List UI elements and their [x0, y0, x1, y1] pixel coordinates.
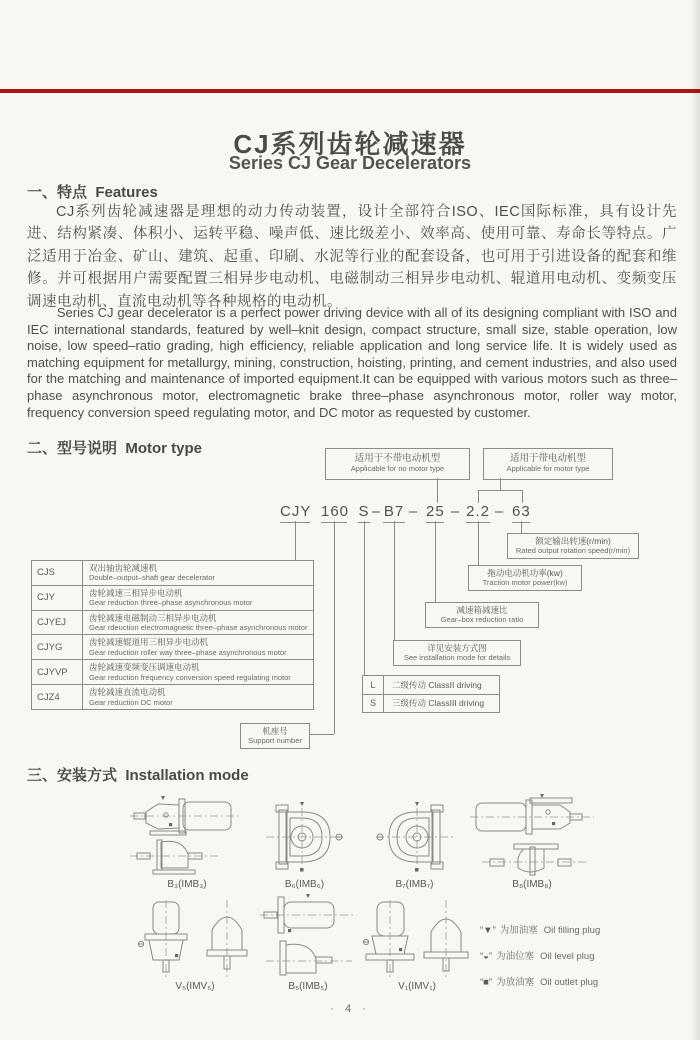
oil-level-symbol: “◒”	[480, 951, 493, 962]
model-separator: –	[371, 503, 381, 520]
oil-level-en: Oil level plug	[540, 951, 595, 962]
figure-label-b5: B₅(IMB₅)	[288, 981, 328, 992]
series-desc-en: Gear reduction roller way three–phase asynchronous motor	[89, 647, 287, 657]
connector-line	[394, 521, 395, 640]
figure-label-b6: B₆(IMB₆)	[284, 879, 325, 890]
callout-motor-type	[483, 448, 613, 480]
installation-figure-v5	[135, 898, 255, 980]
series-code-table	[31, 560, 314, 710]
series-desc-cn: 齿轮减速三相异步电动机	[89, 587, 183, 598]
callout-installation-en: See installation mode for details	[403, 652, 511, 662]
series-code: CJYEJ	[32, 611, 83, 635]
connector-line	[334, 521, 335, 734]
callout-motor-cn: 适用于带电动机型	[509, 453, 586, 465]
page-number: · 4 ·	[330, 1003, 370, 1015]
table-row	[32, 660, 313, 685]
features-heading: 一、特点 Features	[27, 184, 158, 201]
figure-label-v5: V₅(IMV₅)	[175, 981, 215, 992]
callout-no-motor-type	[325, 448, 470, 480]
installation-figure-b5	[258, 893, 358, 983]
connector-line	[364, 521, 365, 675]
legend-item-oil-outlet	[480, 974, 680, 988]
oil-filling-symbol: “▼”	[480, 925, 496, 936]
callout-motor-power-cn: 拖动电动机功率(kw)	[487, 567, 563, 578]
legend-item-oil-level	[480, 948, 680, 962]
series-desc-en: Gear reduction three–phase asynchronous motor	[89, 598, 253, 608]
connector-line	[478, 521, 479, 565]
callout-installation-cn: 详见安装方式图	[427, 642, 487, 653]
table-row	[32, 685, 313, 709]
figure-label-b7: B₇(IMB₇)	[395, 879, 434, 890]
figure-label-v1: V₁(IMV₁)	[398, 981, 436, 992]
driving-label: 三级传动 ClassIII driving	[392, 698, 485, 709]
connector-line	[522, 490, 523, 503]
series-code: CJY	[32, 586, 83, 610]
oil-level-cn: 为油位塞	[496, 951, 535, 962]
page-title-en: Series CJ Gear Decelerators	[228, 153, 472, 173]
callout-motor-power-en: Traction motor power(kw)	[482, 577, 568, 587]
installation-figure-b8	[468, 792, 596, 882]
series-code: CJYG	[32, 635, 83, 659]
callout-motor-power	[468, 565, 582, 591]
model-token-ratio: 25	[426, 503, 444, 523]
callout-support-number	[240, 723, 310, 749]
driving-label: 二级传动 ClassII driving	[392, 679, 482, 690]
connector-line	[478, 490, 479, 503]
connector-line	[500, 478, 501, 490]
model-separator: –	[408, 503, 418, 520]
callout-reduction-ratio-en: Gear–box reduction ratio	[440, 614, 524, 624]
model-token-speed: 63	[512, 503, 530, 523]
connector-line	[295, 521, 296, 560]
driving-code: S	[363, 695, 384, 713]
motor-type-heading: 二、型号说明 Motor type	[27, 440, 202, 457]
driving-code: L	[363, 676, 384, 694]
connector-line	[478, 490, 523, 491]
series-code: CJZ4	[32, 685, 83, 709]
callout-no-motor-en: Applicable for no motor type	[350, 464, 445, 474]
series-code: CJS	[32, 561, 83, 585]
callout-reduction-ratio-cn: 减速箱减速比	[456, 604, 508, 615]
model-separator: –	[450, 503, 460, 520]
model-token-driving: S	[358, 503, 370, 523]
table-row	[32, 611, 313, 636]
series-desc-en: Gear reduction frequency conversion speed regulating motor	[89, 672, 291, 682]
series-desc-en: Double–output–shaft gear decelerator	[89, 573, 215, 583]
oil-filling-cn: 为加油塞	[499, 925, 538, 936]
legend-item-oil-filling	[480, 922, 680, 936]
top-red-rule	[0, 89, 700, 93]
connector-line	[437, 478, 438, 503]
figure-label-b8: B₈(IMB₈)	[512, 879, 552, 890]
table-row	[32, 635, 313, 660]
series-desc-cn: 齿轮减速辊道用三相异步电动机	[89, 637, 209, 648]
driving-class-table	[362, 675, 500, 713]
callout-installation-mode	[393, 640, 521, 666]
installation-figure-v1	[362, 898, 472, 980]
callout-no-motor-cn: 适用于不带电动机型	[354, 453, 441, 465]
connector-line	[435, 521, 436, 602]
figure-label-b3: B₃(IMB₃)	[167, 879, 207, 890]
installation-figure-b3	[128, 794, 246, 878]
model-token-series: CJY	[280, 503, 310, 523]
oil-outlet-en: Oil outlet plug	[540, 977, 599, 988]
callout-rated-speed-en: Rated output rotation speed(r/min)	[515, 545, 631, 555]
installation-figure-b6	[262, 800, 347, 875]
features-paragraph-cn: CJ系列齿轮减速器是理想的动力传动装置，设计全部符合ISO、IEC国际标准，具有设计先进、结构紧凑、体积小、运转平稳、噪声低、速比级差小、效率高、使用可靠、寿命长等特点。广泛适用于冶金、矿山、建筑、起重、印刷、水泥等行业的配套设备，也可用于引进设备的配套和维修。并可根据用户需要配置三相异步电动机、电磁制动三相异步电动机、辊道用电动机、变频变压调速电动机、直流电动机等各种规格的电动机。	[27, 204, 677, 310]
oil-plug-legend	[480, 922, 680, 1000]
series-desc-cn: 齿轮减速变频变压调速电动机	[89, 662, 200, 673]
oil-filling-en: Oil filling plug	[543, 925, 601, 936]
series-code: CJYVP	[32, 660, 83, 684]
model-separator: –	[494, 503, 504, 520]
model-token-mode: B7	[383, 503, 405, 523]
connector-line	[308, 734, 334, 735]
table-row	[32, 561, 313, 586]
installation-figure-b7	[372, 800, 457, 875]
series-desc-cn: 齿轮减速直流电动机	[89, 687, 166, 698]
callout-rated-speed	[507, 533, 639, 559]
series-desc-en: Gear rdeuction electromagnetic three–phase asynchronous motor	[89, 623, 308, 633]
table-row	[32, 586, 313, 611]
callout-support-number-en: Support number	[248, 735, 302, 745]
connector-line	[521, 521, 522, 533]
table-row	[363, 676, 499, 695]
callout-motor-en: Applicable for motor type	[506, 464, 590, 474]
page-title-cn: CJ系列齿轮减速器	[233, 129, 467, 159]
model-token-power: 2.2	[466, 503, 490, 523]
oil-outlet-symbol: “■”	[480, 977, 493, 988]
series-desc-cn: 齿轮减速电磁制动三相异步电动机	[89, 612, 217, 623]
callout-reduction-ratio	[425, 602, 539, 628]
callout-rated-speed-cn: 额定输出转速(r/min)	[535, 535, 611, 546]
callout-support-number-cn: 机座号	[262, 725, 288, 736]
table-row	[363, 695, 499, 713]
oil-outlet-cn: 为放油塞	[496, 977, 535, 988]
features-paragraph-en: Series CJ gear decelerator is a perfect power driving device with all of its designing compliant with ISO and IEC international standards, featured by well–knit design, compact structure, small size, stable operation, low noise, low speed–ratio grading, high efficiency, reliable application and long service life. It is widely used as matching equipment for metallurgy, mining, construction, hoisting, printing, and cement industries, and also used for the matching and maintenance of imported equipment.It can be equipped with various motors such as three–phase asynchronous motor, electromagnetic brake three–phase asynchronous motor, roller way motor, frequency conversion speed regulating motor, and DC motor as requested by customer.	[27, 305, 677, 420]
model-token-frame: 160	[321, 503, 347, 523]
installation-heading: 三、安装方式 Installation mode	[27, 767, 249, 784]
series-desc-cn: 双出轴齿轮减速机	[89, 562, 158, 573]
series-desc-en: Gear reduction DC motor	[89, 697, 173, 707]
